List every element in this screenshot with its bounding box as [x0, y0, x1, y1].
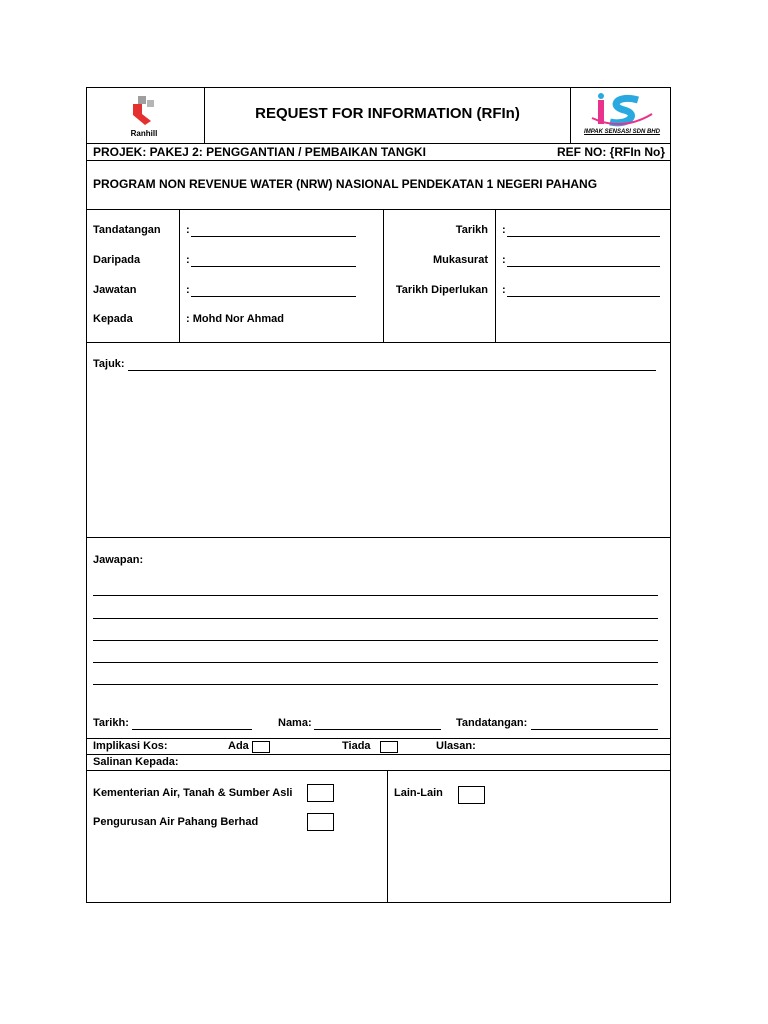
project-name: PROJEK: PAKEJ 2: PENGGANTIAN / PEMBAIKAN TANGKI — [93, 145, 426, 159]
divider — [86, 754, 671, 755]
answer-line[interactable] — [93, 662, 658, 663]
cost-yes-label: Ada — [228, 740, 249, 752]
page-colon: : — [502, 254, 506, 266]
signature-label: Tandatangan — [93, 224, 161, 236]
divider — [86, 537, 671, 538]
answer-date-field[interactable] — [132, 729, 252, 730]
copy-ministry-label: Kementerian Air, Tanah & Sumber Asli — [93, 787, 293, 799]
date-field[interactable] — [507, 236, 660, 237]
answer-date-label: Tarikh: — [93, 717, 129, 729]
copy-other-checkbox[interactable] — [458, 786, 485, 804]
divider — [86, 209, 671, 210]
divider — [570, 87, 571, 144]
position-field[interactable] — [191, 296, 356, 297]
impak-sensasi-logo — [578, 92, 666, 142]
divider — [383, 209, 384, 342]
ranhill-logo-icon — [120, 94, 168, 128]
form-title: REQUEST FOR INFORMATION (RFIn) — [255, 105, 520, 122]
answer-line[interactable] — [93, 684, 658, 685]
copy-label: Salinan Kepada: — [93, 756, 179, 768]
date-required-colon: : — [502, 284, 506, 296]
copy-paip-checkbox[interactable] — [307, 813, 334, 831]
ranhill-logo-text: Ranhill — [130, 129, 158, 138]
date-required-label: Tarikh Diperlukan — [395, 284, 488, 296]
answer-line[interactable] — [93, 640, 658, 641]
ref-number: REF NO: {RFIn No} — [557, 145, 665, 159]
cost-yes-checkbox[interactable] — [252, 741, 270, 753]
copy-ministry-checkbox[interactable] — [307, 784, 334, 802]
divider — [86, 143, 671, 144]
from-field[interactable] — [191, 266, 356, 267]
position-label: Jawatan — [93, 284, 137, 296]
answer-label: Jawapan: — [93, 554, 144, 566]
impak-sensasi-logo-icon — [578, 92, 666, 130]
answer-line[interactable] — [93, 595, 658, 596]
to-label: Kepada — [93, 313, 133, 325]
date-colon: : — [502, 224, 506, 236]
copy-paip-label: Pengurusan Air Pahang Berhad — [93, 816, 259, 828]
ranhill-logo — [120, 94, 168, 140]
cost-no-label: Tiada — [342, 740, 371, 752]
divider — [387, 770, 388, 903]
divider — [86, 770, 671, 771]
to-value: : Mohd Nor Ahmad — [186, 313, 284, 325]
answer-signature-label: Tandatangan: — [456, 717, 528, 729]
date-required-field[interactable] — [507, 296, 660, 297]
copy-other-label: Lain-Lain — [394, 787, 443, 799]
divider — [495, 209, 496, 342]
answer-signature-field[interactable] — [531, 729, 658, 730]
answer-line[interactable] — [93, 618, 658, 619]
program-title: PROGRAM NON REVENUE WATER (NRW) NASIONAL PENDEKATAN 1 NEGERI PAHANG — [93, 177, 598, 191]
signature-field[interactable] — [191, 236, 356, 237]
answer-name-label: Nama: — [278, 717, 312, 729]
from-label: Daripada — [93, 254, 141, 266]
cost-no-checkbox[interactable] — [380, 741, 398, 753]
divider — [86, 160, 671, 161]
answer-name-field[interactable] — [314, 729, 441, 730]
remarks-label: Ulasan: — [436, 740, 476, 752]
page-label: Mukasurat — [432, 254, 488, 266]
subject-field[interactable] — [128, 370, 656, 371]
divider — [86, 342, 671, 343]
impak-sensasi-logo-text: IMPAK SENSASI SDN BHD — [584, 129, 660, 135]
divider — [86, 738, 671, 739]
cost-label: Implikasi Kos: — [93, 740, 168, 752]
divider — [179, 209, 180, 342]
from-colon: : — [186, 254, 190, 266]
position-colon: : — [186, 284, 190, 296]
date-label: Tarikh — [455, 224, 488, 236]
signature-colon: : — [186, 224, 190, 236]
subject-label: Tajuk: — [93, 358, 125, 370]
page-field[interactable] — [507, 266, 660, 267]
